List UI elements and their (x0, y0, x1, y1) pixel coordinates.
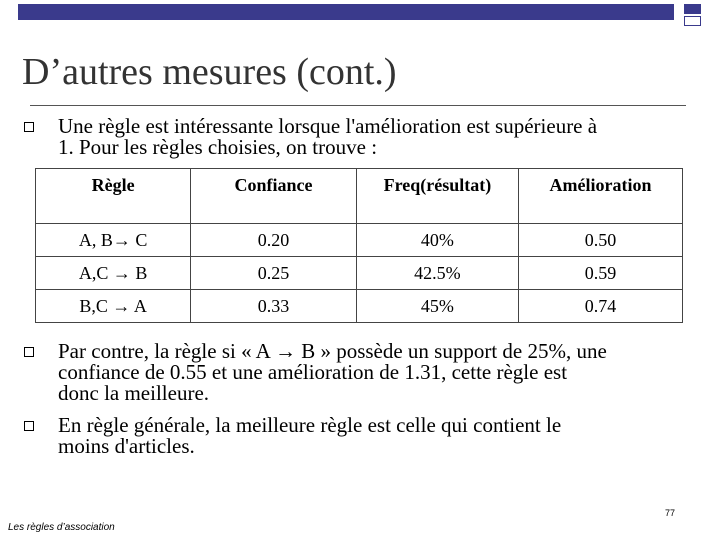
header-regle: Règle (36, 169, 191, 224)
square-bullet-icon (24, 421, 34, 431)
footer-text: Les règles d’association (8, 522, 115, 533)
table-row (36, 224, 683, 257)
slide-title: D’autres mesures (cont.) (22, 51, 397, 93)
bullet-3-line-1: En règle générale, la meilleure règle est celle qui contient le (58, 413, 562, 437)
header-freq: Freq(résultat) (356, 169, 518, 224)
cell-amelioration: 0.59 (518, 257, 682, 290)
bullet-text-3 (58, 415, 561, 457)
bullet-2-line-2: confiance de 0.55 et une amélioration de 1.31, cette règle est (58, 360, 568, 384)
cell-amelioration: 0.74 (518, 290, 682, 323)
cell-rule: A, B→ C (36, 224, 191, 257)
bullet-2-line-3: donc la meilleure. (58, 381, 210, 405)
top-decor-square-outline (684, 16, 701, 26)
cell-freq: 42.5% (356, 257, 518, 290)
header-amelioration: Amélioration (518, 169, 682, 224)
bullet-1-line-1: Une règle est intéressante lorsque l'amélioration est supérieure à (58, 114, 598, 138)
bullet-1-line-2: 1. Pour les règles choisies, on trouve : (58, 135, 378, 159)
bullet-text-1 (58, 116, 597, 158)
table-row (36, 257, 683, 290)
cell-confiance: 0.33 (191, 290, 357, 323)
cell-freq: 45% (356, 290, 518, 323)
table-row (36, 290, 683, 323)
top-decor-square (684, 4, 701, 14)
top-decor-bar (18, 4, 674, 20)
cell-freq: 40% (356, 224, 518, 257)
bullet-2-line-1: Par contre, la règle si « A → B » possède un support de 25%, une (58, 339, 607, 363)
rules-table (35, 168, 683, 323)
header-confiance: Confiance (191, 169, 357, 224)
cell-confiance: 0.20 (191, 224, 357, 257)
page-number: 77 (665, 508, 676, 518)
cell-confiance: 0.25 (191, 257, 357, 290)
bullet-3-line-2: moins d'articles. (58, 434, 195, 458)
cell-rule: A,C → B (36, 257, 191, 290)
title-divider (30, 105, 686, 106)
cell-rule: B,C → A (36, 290, 191, 323)
square-bullet-icon (24, 122, 34, 132)
table-header-row (36, 169, 683, 224)
cell-amelioration: 0.50 (518, 224, 682, 257)
square-bullet-icon (24, 347, 34, 357)
bullet-text-2 (58, 341, 607, 404)
